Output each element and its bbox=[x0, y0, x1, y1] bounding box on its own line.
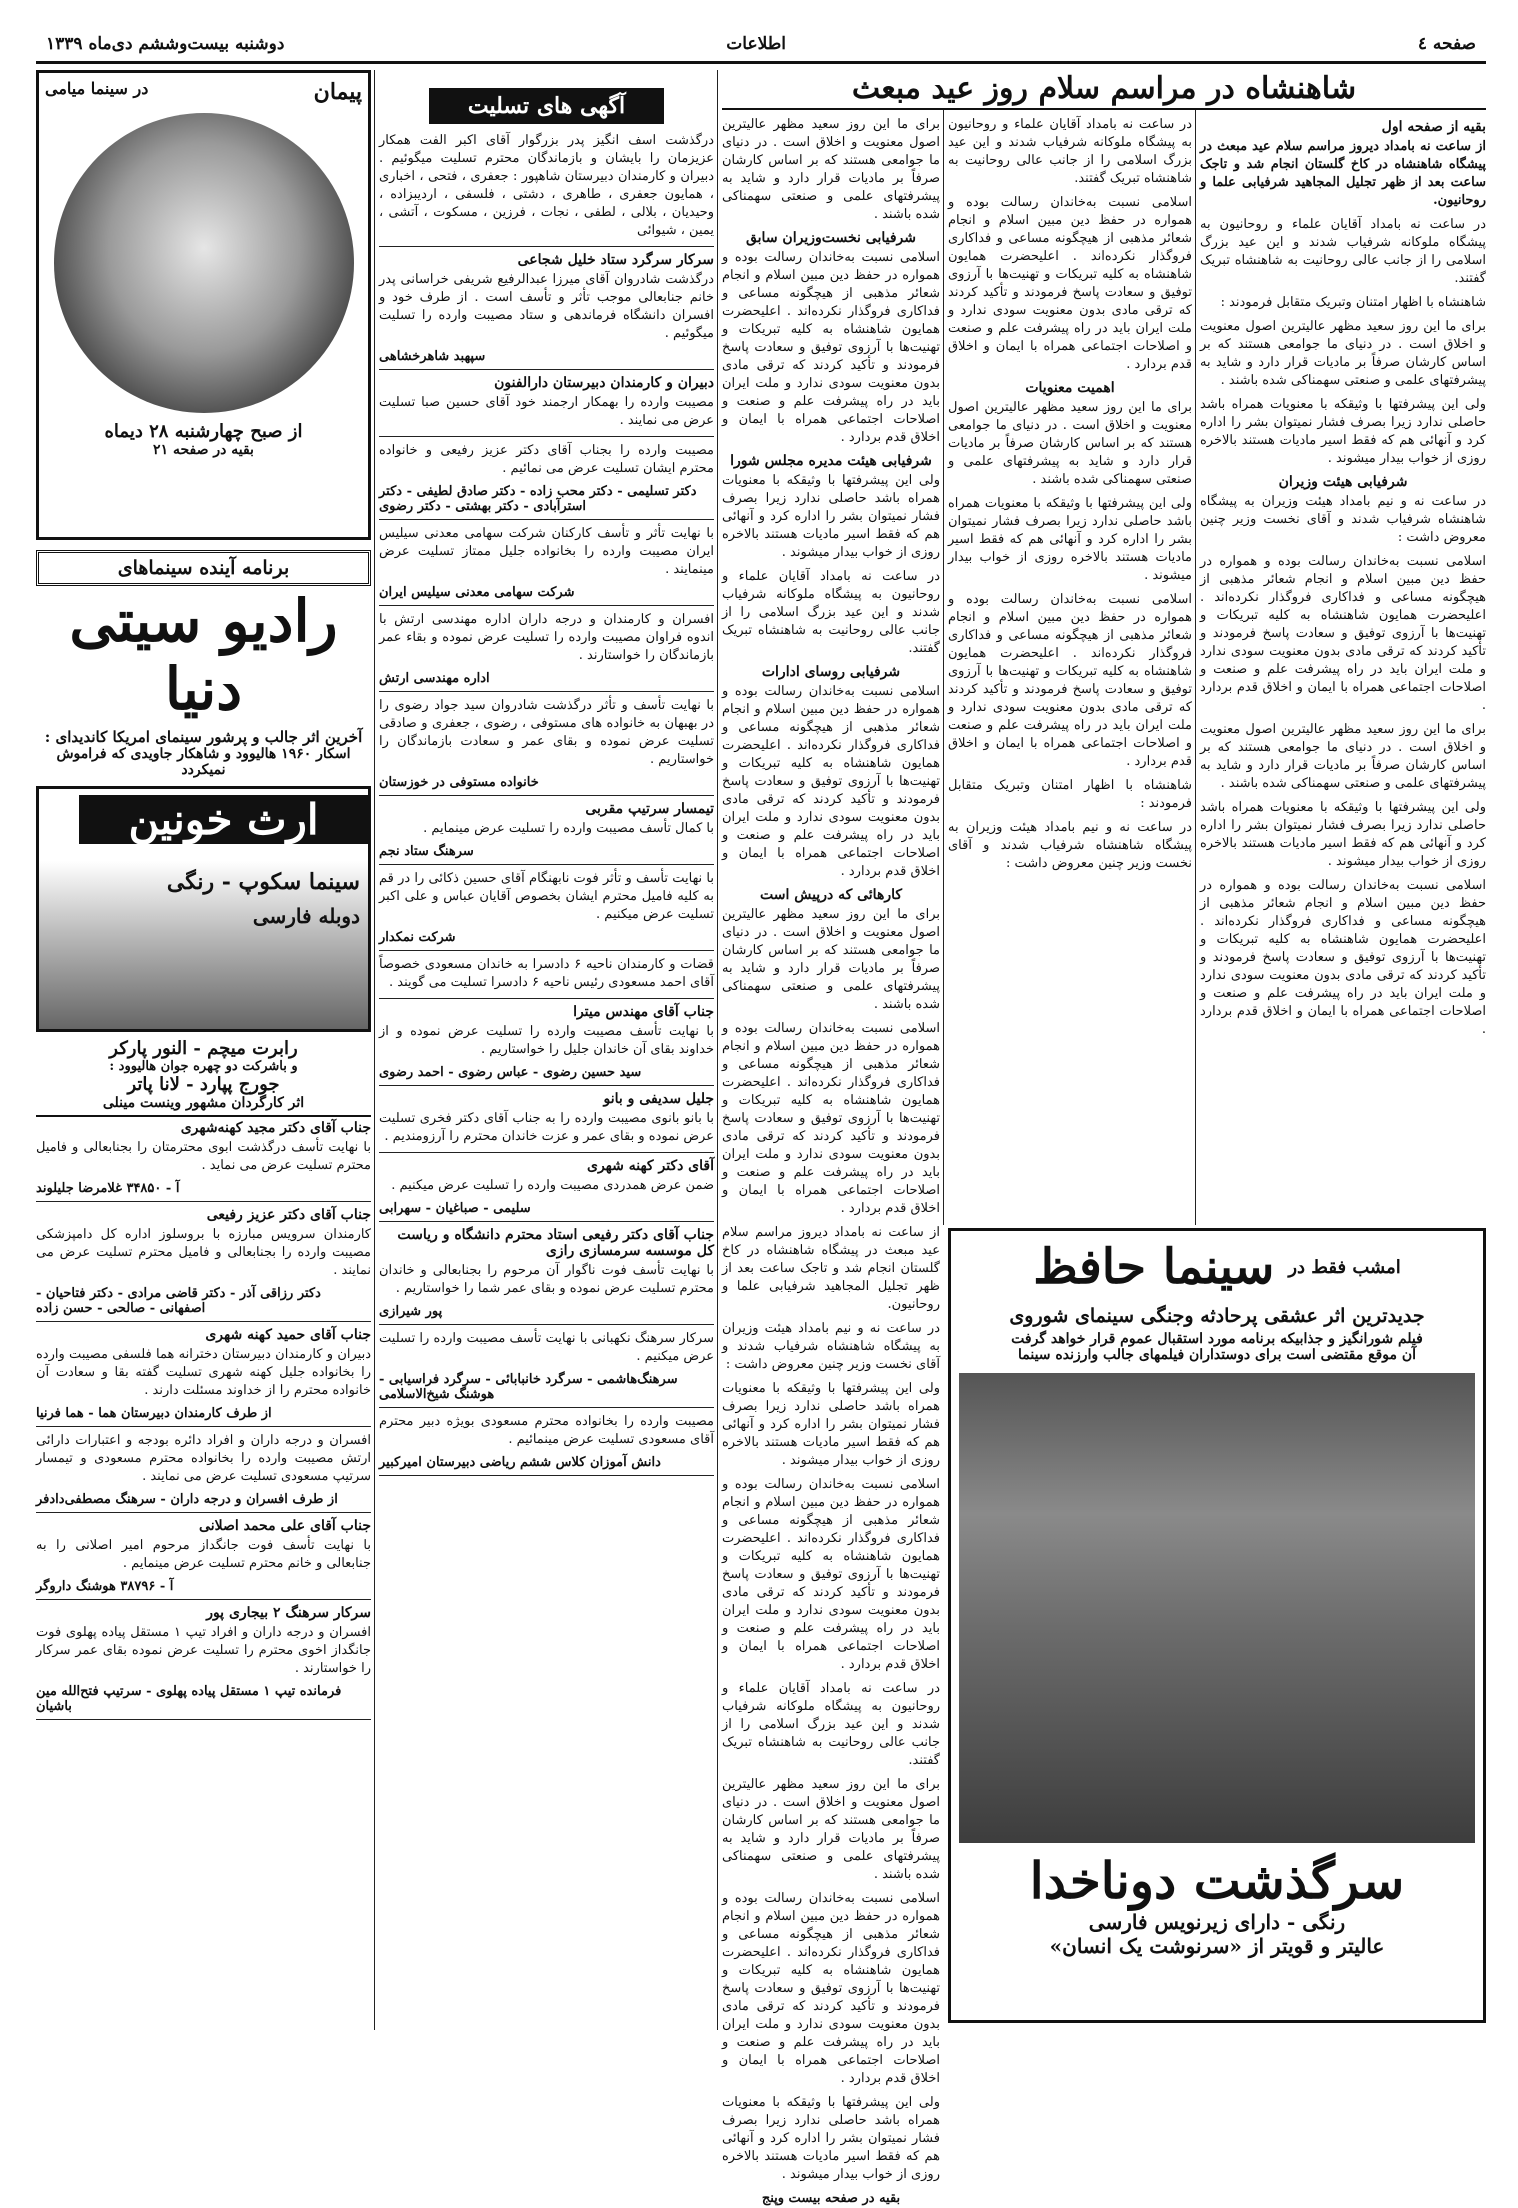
column-divider bbox=[717, 70, 718, 2030]
notice-list bbox=[36, 1120, 371, 1720]
article-paragraph: در ساعت نه بامداد آقایان علماء و روحانیون به پیشگاه ملوکانه شرفیاب شدند و این عید بزرگ اسلامی را از جانب عالی روحانیت به شاهنشاه تبریک گفتند. bbox=[1200, 217, 1486, 286]
newspaper-name: اطلاعات bbox=[726, 34, 786, 54]
notice-signature: آ - ۳۸۷۹۶ هوشنگ داروگر bbox=[36, 1579, 174, 1594]
ad-line: آن موقع مقتضی است برای دوستداران فیلمهای جالب وارزنده سینما bbox=[1017, 1347, 1417, 1363]
notice-title: جناب آقای دکتر مجید کهنه‌شهری bbox=[180, 1120, 371, 1136]
article-paragraph: اسلامی نسبت به‌خاندان رسالت بوده و همواره در حفظ دین مبین اسلام و انجام شعائر مذهبی از هیچگونه مساعی و فداکاری فروگذار نکرده‌اند . اعلیحضرت همایون شاهنشاه به کلیه تبریکات و تهنیت‌ها با آرزوی توفیق و سعادت پاسخ فرمودند و تأکید کردند که ترقی مادی بدون معنویت سودی ندارد و ملت ایران باید در راه پیشرفت علم و صنعت و اصلاحات اجتماعی همراه با ایمان و اخلاق قدم بردارد . bbox=[948, 195, 1192, 372]
notice-text: با کمال تأسف مصیبت وارده را تسلیت عرض مینمایم . bbox=[423, 821, 714, 836]
ad-line: جدیدترین اثر عشقی پرحادثه وجنگی سینمای شوروی bbox=[1009, 1305, 1425, 1327]
article-paragraph: برای ما این روز سعید مظهر عالیترین اصول معنویت و اخلاق است . در دنیای ما جوامعی هستند که بر اساس کارشان صرفاً بر مادیات قرار دارد و شاید به پیشرفتهای علمی و صنعتی سهمناکی شده باشند . bbox=[722, 117, 940, 222]
cinema-name: سینما حافظ bbox=[1033, 1239, 1275, 1295]
notice-signature: سرهنگ‌هاشمی - سرگرد خانبابائی - سرگرد فراسیابی - هوشنگ شیخ‌الاسلامی bbox=[379, 1372, 678, 1402]
article-paragraph: ولی این پیشرفتها با وثیقکه با معنویات همراه باشد حاصلی ندارد زیرا بصرف فشار نمیتوان بشر را اداره کرد و آنهائی هم که فقط اسیر مادیات هستند بالاخره روزی از خواب بیدار میشوند . bbox=[722, 473, 940, 560]
subheading: اهمیت معنویات bbox=[1025, 380, 1115, 396]
notice-signature: دکتر رزاقی آذر - دکتر قاضی مرادی - دکتر فتاحیان - اصفهانی - صالحی - حسن زاده bbox=[36, 1286, 321, 1316]
notice-text: افسران و درجه داران و افراد دائره بودجه و اعتبارات دارائی ارتش مصیبت وارده را بخانواده محترم مسعودی و تیمسار سرتیپ مسعودی تسلیت عرض می نمایند . bbox=[36, 1433, 371, 1484]
article-paragraph: اسلامی نسبت به‌خاندان رسالت بوده و همواره در حفظ دین مبین اسلام و انجام شعائر مذهبی از هیچگونه مساعی و فداکاری فروگذار نکرده‌اند . اعلیحضرت همایون شاهنشاه به کلیه تبریکات و تهنیت‌ها با آرزوی توفیق و سعادت پاسخ فرمودند و تأکید کردند که ترقی مادی بدون معنویت سودی ندارد و ملت ایران باید در راه پیشرفت علم و صنعت و اصلاحات اجتماعی همراه با ایمان و اخلاق قدم بردارد . bbox=[722, 250, 940, 445]
article-paragraph: ولی این پیشرفتها با وثیقکه با معنویات همراه باشد حاصلی ندارد زیرا بصرف فشار نمیتوان بشر را اداره کرد و آنهائی هم که فقط اسیر مادیات هستند بالاخره روزی از خواب بیدار میشوند . bbox=[722, 1381, 940, 1468]
film-credits: عالیتر و قویتر از «سرنوشت یک انسان» bbox=[1049, 1934, 1385, 1958]
article-column-1 bbox=[1200, 116, 1486, 1221]
ad-date: از صبح چهارشنبه ۲۸ دیماه bbox=[104, 421, 303, 442]
film-title: ارث خونین bbox=[79, 795, 368, 844]
article-paragraph: از ساعت نه بامداد دیروز مراسم سلام عید مبعث در پیشگاه شاهنشاه در کاخ گلستان انجام شد و تاجک ساعت بعد از ظهر تجلیل المجاهید شرفیابی علما و روحانیون. bbox=[722, 1225, 940, 1312]
article-paragraph: در ساعت نه و نیم بامداد هیئت وزیران به پیشگاه شاهنشاه شرفیاب شدند و آقای نخست وزیر چنین معروض داشت : bbox=[1200, 494, 1486, 545]
notice-title: آقای دکتر کهنه شهری bbox=[587, 1158, 714, 1174]
divider bbox=[36, 1426, 371, 1427]
notice-title: جناب آقای مهندس میترا bbox=[573, 1004, 714, 1020]
divider bbox=[379, 369, 714, 370]
subheading: شرفیابی روسای ادارات bbox=[761, 664, 901, 680]
article-paragraph: در ساعت نه و نیم بامداد هیئت وزیران به پیشگاه شاهنشاه شرفیاب شدند و آقای نخست وزیر چنین معروض داشت : bbox=[948, 820, 1192, 871]
film-still-photo bbox=[959, 1373, 1475, 1843]
issue-date: دوشنبه بیست‌وششم دی‌ماه ۱۳۳۹ bbox=[46, 34, 285, 54]
left-column bbox=[36, 70, 371, 2030]
divider bbox=[379, 519, 714, 520]
divider bbox=[379, 998, 714, 999]
subheading: شرفیابی هیئت مدیره مجلس شورا bbox=[730, 453, 932, 469]
film-cast: و باشرکت دو چهره جوان هالیوود : bbox=[109, 1059, 298, 1074]
notice-signature: سلیمی - صباغیان - سهرابی bbox=[379, 1201, 531, 1216]
divider bbox=[36, 1201, 371, 1202]
film-cast: جورج پپارد - لانا پاتر bbox=[127, 1074, 280, 1095]
notice-title: جناب آقای دکتر رفیعی استاد محترم دانشگاه و ریاست کل موسسه سرمسازی رازی bbox=[397, 1227, 714, 1259]
article-paragraph: اسلامی نسبت به‌خاندان رسالت بوده و همواره در حفظ دین مبین اسلام و انجام شعائر مذهبی از هیچگونه مساعی و فداکاری فروگذار نکرده‌اند . اعلیحضرت همایون شاهنشاه به کلیه تبریکات و تهنیت‌ها با آرزوی توفیق و سعادت پاسخ فرمودند و تأکید کردند که ترقی مادی بدون معنویت سودی ندارد و ملت ایران باید در راه پیشرفت علم و صنعت و اصلاحات اجتماعی همراه با ایمان و اخلاق قدم بردارد . bbox=[722, 1891, 940, 2086]
notice-title: تیمسار سرتیپ مقربی bbox=[585, 801, 714, 817]
cinema-radio-city: رادیو سیتی bbox=[69, 587, 338, 655]
article-paragraph: ولی این پیشرفتها با وثیقکه با معنویات همراه باشد حاصلی ندارد زیرا بصرف فشار نمیتوان بشر را اداره کرد و آنهائی هم که فقط اسیر مادیات هستند بالاخره روزی از خواب بیدار میشوند . bbox=[948, 496, 1192, 583]
article-paragraph: اسلامی نسبت به‌خاندان رسالت بوده و همواره در حفظ دین مبین اسلام و انجام شعائر مذهبی از هیچگونه مساعی و فداکاری فروگذار نکرده‌اند . اعلیحضرت همایون شاهنشاه به کلیه تبریکات و تهنیت‌ها با آرزوی توفیق و سعادت پاسخ فرمودند و تأکید کردند که ترقی مادی بدون معنویت سودی ندارد و ملت ایران باید در راه پیشرفت علم و صنعت و اصلاحات اجتماعی همراه با ایمان و اخلاق قدم بردارد . bbox=[948, 592, 1192, 769]
article-paragraph: ولی این پیشرفتها با وثیقکه با معنویات همراه باشد حاصلی ندارد زیرا بصرف فشار نمیتوان بشر را اداره کرد و آنهائی هم که فقط اسیر مادیات هستند بالاخره روزی از خواب بیدار میشوند . bbox=[722, 2095, 940, 2182]
article-column-2 bbox=[948, 116, 1192, 1221]
notice-signature: سید حسین رضوی - عباس رضوی - احمد رضوی bbox=[379, 1065, 642, 1080]
notice-text: کارمندان سرویس مبارزه با بروسلوز اداره کل دامپزشکی مصیبت وارده را بجنابعالی و فامیل محترم تسلیت عرض می نمایند . bbox=[36, 1227, 371, 1278]
notice-signature: از طرف کارمندان دبیرستان هما - هما فرنیا bbox=[36, 1406, 272, 1421]
ad-tagline: آخرین اثر جالب و پرشور سینمای امریکا کاندیدای : bbox=[44, 728, 363, 746]
article-paragraph: در ساعت نه بامداد آقایان علماء و روحانیون به پیشگاه ملوکانه شرفیاب شدند و این عید بزرگ اسلامی را از جانب عالی روحانیت به شاهنشاه تبریک گفتند. bbox=[722, 569, 940, 656]
article-paragraph: شاهنشاه با اظهار امتنان وتبریک متقابل فرمودند : bbox=[1220, 295, 1486, 310]
notice-signature: اداره مهندسی ارتش bbox=[379, 671, 490, 686]
notice-signature: آ - ۳۴۸۵۰ غلامرضا جلیلوند bbox=[36, 1181, 180, 1196]
article-paragraph: اسلامی نسبت به‌خاندان رسالت بوده و همواره در حفظ دین مبین اسلام و انجام شعائر مذهبی از هیچگونه مساعی و فداکاری فروگذار نکرده‌اند . اعلیحضرت همایون شاهنشاه به کلیه تبریکات و تهنیت‌ها با آرزوی توفیق و سعادت پاسخ فرمودند و تأکید کردند که ترقی مادی بدون معنویت سودی ندارد و ملت ایران باید در راه پیشرفت علم و صنعت و اصلاحات اجتماعی همراه با ایمان و اخلاق قدم بردارد . bbox=[722, 684, 940, 879]
notice-signature: دکتر تسلیمی - دکتر محب زاده - دکتر صادق لطیفی - دکتر استرآبادی - دکتر بهشتی - دکتر رضوی bbox=[379, 484, 697, 514]
divider bbox=[379, 605, 714, 606]
notice-signature: از طرف افسران و درجه داران - سرهنگ مصطفی‌دادفر bbox=[36, 1492, 338, 1507]
notice-text: ضمن عرض همدردی مصیبت وارده را تسلیت عرض میکنیم . bbox=[391, 1178, 714, 1193]
article-paragraph: در ساعت نه بامداد آقایان علماء و روحانیون به پیشگاه ملوکانه شرفیاب شدند و این عید بزرگ اسلامی را از جانب عالی روحانیت به شاهنشاه تبریک گفتند. bbox=[722, 1681, 940, 1768]
page-header bbox=[36, 30, 1486, 64]
column-divider bbox=[374, 70, 375, 2030]
notice-text: با نهایت تأسف مصیبت وارده را تسلیت عرض نموده و از خداوند بقای آن خاندان جلیل را خواستاریم . bbox=[379, 1024, 714, 1057]
divider bbox=[379, 1221, 714, 1222]
article-paragraph: اسلامی نسبت به‌خاندان رسالت بوده و همواره در حفظ دین مبین اسلام و انجام شعائر مذهبی از هیچگونه مساعی و فداکاری فروگذار نکرده‌اند . اعلیحضرت همایون شاهنشاه به کلیه تبریکات و تهنیت‌ها با آرزوی توفیق و سعادت پاسخ فرمودند و تأکید کردند که ترقی مادی بدون معنویت سودی ندارد و ملت ایران باید در راه پیشرفت علم و صنعت و اصلاحات اجتماعی همراه با ایمان و اخلاق قدم بردارد . bbox=[1200, 878, 1486, 1037]
notice-text: با نهایت تأثر و تأسف کارکنان شرکت سهامی معدنی سیلیس ایران مصیبت وارده را بخانواده جلیل ممتاز تسلیت عرض مینمایند . bbox=[379, 526, 714, 577]
article-paragraph: شاهنشاه با اظهار امتنان وتبریک متقابل فرمودند : bbox=[948, 778, 1192, 811]
peyman-ad bbox=[36, 70, 371, 540]
ad-more: بقیه در صفحه ۲۱ bbox=[153, 442, 254, 458]
notice-title: جلیل سدیفی و بانو bbox=[603, 1091, 714, 1107]
article-paragraph: برای ما این روز سعید مظهر عالیترین اصول معنویت و اخلاق است . در دنیای ما جوامعی هستند که بر اساس کارشان صرفاً بر مادیات قرار دارد و شاید به پیشرفتهای علمی و صنعتی سهمناکی شده باشند . bbox=[1200, 319, 1486, 388]
notice-signature: فرمانده تیپ ۱ مستقل پیاده پهلوی - سرتیپ فتح‌الله مین باشیان bbox=[36, 1684, 342, 1714]
ad-film-title: پیمان bbox=[313, 79, 362, 105]
film-title: سرگذشت دوناخدا bbox=[1029, 1851, 1405, 1910]
ad-tagline: اسکار ۱۹۶۰ هالیوود و شاهکار جاویدی که فراموش نمیکردد bbox=[56, 746, 351, 778]
notice-title: سرکار سرگرد ستاد خلیل شجاعی bbox=[517, 252, 714, 268]
continued-label: بقیه از صفحه اول bbox=[1381, 119, 1486, 135]
film-director: اثر کارگردان مشهور وینست مینلی bbox=[36, 1095, 371, 1117]
notice-text: با نهایت تأسف فوت جانگداز مرحوم امیر اصلانی را به جنابعالی و خانم محترم تسلیت عرض مینمایم . bbox=[36, 1538, 371, 1571]
notice-title: جناب آقای دکتر عزیز رفیعی bbox=[206, 1207, 371, 1223]
divider bbox=[379, 864, 714, 865]
notice-text: با نهایت تأسف و تأثر فوت نابهنگام آقای حسین ذکائی را در قم به کلیه فامیل محترم ایشان بخصوص آقایان عباس و علی اکبر تسلیت عرض میکنیم . bbox=[379, 871, 714, 922]
divider bbox=[36, 1599, 371, 1600]
notice-text: قضات و کارمندان ناحیه ۶ دادسرا به خاندان مسعودی خصوصاً آقای احمد مسعودی رئیس ناحیه ۶ دادسرا تسلیت می گویند . bbox=[379, 957, 714, 990]
actor-portrait bbox=[54, 113, 354, 413]
article-paragraph: ولی این پیشرفتها با وثیقکه با معنویات همراه باشد حاصلی ندارد زیرا بصرف فشار نمیتوان بشر را اداره کرد و آنهائی هم که فقط اسیر مادیات هستند بالاخره روزی از خواب بیدار میشوند . bbox=[1200, 800, 1486, 869]
notice-text: افسران و درجه داران و افراد تیپ ۱ مستقل پیاده پهلوی فوت جانگداز اخوی محترم را تسلیت عرض نموده بقای عمر سرکار را خواستارند . bbox=[36, 1625, 372, 1676]
notice-text: دبیران و کارمندان دبیرستان دخترانه هما فلسفی مصیبت وارده را بخانواده جلیل کهنه شهری تسلیت گفته بقا و سعادت آن خانواده محترم را از خداوند مسئلت دارند . bbox=[36, 1347, 371, 1398]
article-paragraph: در ساعت نه و نیم بامداد هیئت وزیران به پیشگاه شاهنشاه شرفیاب شدند و آقای نخست وزیر چنین معروض داشت : bbox=[722, 1321, 940, 1372]
notice-text: مصیبت وارده را بجناب آقای دکتر عزیز رفیعی و خانواده محترم ایشان تسلیت عرض می نمائیم . bbox=[379, 443, 714, 476]
notice-title: دبیران و کارمندان دبیرستان دارالفنون bbox=[494, 375, 714, 391]
film-dub: دوبله فارسی bbox=[252, 904, 360, 928]
divider bbox=[379, 246, 714, 247]
divider bbox=[379, 1407, 714, 1408]
hafez-cinema-ad bbox=[948, 1228, 1486, 2023]
article-paragraph: برای ما این روز سعید مظهر عالیترین اصول معنویت و اخلاق است . در دنیای ما جوامعی هستند که بر اساس کارشان صرفاً بر مادیات قرار دارد و شاید به پیشرفتهای علمی و صنعتی سهمناکی شده باشند . bbox=[722, 1777, 940, 1882]
article-paragraph: برای ما این روز سعید مظهر عالیترین اصول معنویت و اخلاق است . در دنیای ما جوامعی هستند که بر اساس کارشان صرفاً بر مادیات قرار دارد و شاید به پیشرفتهای علمی و صنعتی سهمناکی شده باشند . bbox=[722, 907, 940, 1012]
notice-text: با نهایت تأسف درگذشت ابوی محترمتان را بجنابعالی و فامیل محترم تسلیت عرض می نماید . bbox=[36, 1140, 371, 1173]
ad-pretext: امشب فقط در bbox=[1288, 1256, 1401, 1278]
film-format: سینما سکوپ - رنگی bbox=[166, 869, 360, 895]
divider bbox=[379, 795, 714, 796]
notice-signature: شرکت سهامی معدنی سیلیس ایران bbox=[379, 585, 575, 600]
divider bbox=[36, 1719, 371, 1720]
divider bbox=[379, 950, 714, 951]
article-paragraph: برای ما این روز سعید مظهر عالیترین اصول معنویت و اخلاق است . در دنیای ما جوامعی هستند که بر اساس کارشان صرفاً بر مادیات قرار دارد و شاید به پیشرفتهای علمی و صنعتی سهمناکی شده باشند . bbox=[948, 400, 1192, 487]
notice-signature: شرکت نمکدار bbox=[379, 930, 456, 945]
article-paragraph: ولی این پیشرفتها با وثیقکه با معنویات همراه باشد حاصلی ندارد زیرا بصرف فشار نمیتوان بشر را اداره کرد و آنهائی هم که فقط اسیر مادیات هستند بالاخره روزی از خواب بیدار میشوند . bbox=[1200, 397, 1486, 466]
main-headline: شاهنشاه در مراسم سلام روز عید مبعث bbox=[851, 71, 1357, 106]
article-paragraph: اسلامی نسبت به‌خاندان رسالت بوده و همواره در حفظ دین مبین اسلام و انجام شعائر مذهبی از هیچگونه مساعی و فداکاری فروگذار نکرده‌اند . اعلیحضرت همایون شاهنشاه به کلیه تبریکات و تهنیت‌ها با آرزوی توفیق و سعادت پاسخ فرمودند و تأکید کردند که ترقی مادی بدون معنویت سودی ندارد و ملت ایران باید در راه پیشرفت علم و صنعت و اصلاحات اجتماعی همراه با ایمان و اخلاق قدم بردارد . bbox=[722, 1477, 940, 1672]
article-column-3 bbox=[722, 116, 940, 2206]
article-paragraph: اسلامی نسبت به‌خاندان رسالت بوده و همواره در حفظ دین مبین اسلام و انجام شعائر مذهبی از هیچگونه مساعی و فداکاری فروگذار نکرده‌اند . اعلیحضرت همایون شاهنشاه به کلیه تبریکات و تهنیت‌ها با آرزوی توفیق و سعادت پاسخ فرمودند و تأکید کردند که ترقی مادی بدون معنویت سودی ندارد و ملت ایران باید در راه پیشرفت علم و صنعت و اصلاحات اجتماعی همراه با ایمان و اخلاق قدم بردارد . bbox=[1200, 554, 1486, 713]
divider bbox=[36, 1321, 371, 1322]
main-headline-box bbox=[722, 70, 1486, 110]
notice-text: سرکار سرهنگ نکهبانی با نهایت تأسف مصیبت وارده را تسلیت عرض میکنیم . bbox=[379, 1331, 714, 1364]
notice-signature: دانش آموزان کلاس ششم ریاضی دبیرستان امیرکبیر bbox=[379, 1455, 661, 1470]
column-divider bbox=[943, 110, 944, 1225]
notice-text: افسران و کارمندان و درجه داران اداره مهندسی ارتش با اندوه فراوان مصیبت وارده را تسلیت عرض نموده و بقاء عمر بازماندگان را خواستارند . bbox=[379, 612, 714, 663]
ad-venue: در سینما میامی bbox=[45, 79, 149, 98]
article-paragraph: اسلامی نسبت به‌خاندان رسالت بوده و همواره در حفظ دین مبین اسلام و انجام شعائر مذهبی از هیچگونه مساعی و فداکاری فروگذار نکرده‌اند . اعلیحضرت همایون شاهنشاه به کلیه تبریکات و تهنیت‌ها با آرزوی توفیق و سعادت پاسخ فرمودند و تأکید کردند که ترقی مادی بدون معنویت سودی ندارد و ملت ایران باید در راه پیشرفت علم و صنعت و اصلاحات اجتماعی همراه با ایمان و اخلاق قدم بردارد . bbox=[722, 1021, 940, 1216]
notice-text: درگذشت شادروان آقای میرزا عبدالرفیع شریفی خراسانی پدر خانم جنابعالی موجب تأثر و تأسف است . از طرف خود و افسران دانشگاه فرماندهی و ستاد مصیبت وارده را تسلیت میگوئیم . bbox=[379, 272, 714, 341]
subheading: کارهائی که درپیش است bbox=[759, 887, 903, 903]
subheading: شرفیابی هیئت وزیران bbox=[1278, 474, 1408, 490]
notice-text: با نهایت تأسف و تأثر درگذشت شادروان سید جواد رضوی را در بهبهان به خانواده های مستوفی ، رضوی ، جعفری و صادقی تسلیت عرض نموده و بقای عمر و سعادت بازماندگان را خواستاریم . bbox=[379, 698, 714, 767]
divider bbox=[379, 436, 714, 437]
condolence-list bbox=[379, 132, 714, 1476]
notice-signature: خانواده مستوفی در خوزستان bbox=[379, 775, 539, 790]
notice-text: مصیبت وارده را بهمکار ارجمند خود آقای حسین صبا تسلیت عرض می نمایند . bbox=[379, 395, 714, 428]
program-banner: برنامه آینده سینماهای bbox=[36, 550, 371, 586]
notice-title: سرکار سرهنگ ۲ بیجاری پور bbox=[206, 1605, 371, 1621]
continued-on: بقیه در صفحه بیست وپنج bbox=[761, 2191, 901, 2206]
notice-title: جناب آقای علی محمد اصلانی bbox=[199, 1518, 371, 1534]
divider bbox=[379, 691, 714, 692]
column-divider bbox=[1195, 110, 1196, 1225]
divider bbox=[379, 1085, 714, 1086]
notice-title: جناب آقای حمید کهنه شهری bbox=[205, 1327, 371, 1343]
page-number: صفحه ٤ bbox=[1417, 34, 1476, 54]
notice-text: درگذشت اسف انگیز پدر بزرگوار آقای اکبر الفت همکار عزیزمان را بایشان و بازماندگان محترم تسلیت میگوئیم . دبیران و کارمندان دبیرستان شاهپور : جعفری ، فتحی ، اخباری ، همایون جعفری ، طاهری ، دشتی ، فلسفی ، اردیبزاده ، وحیدیان ، بلالی ، لطفی ، نجات ، فرزین ، مسکوت ، آتشی ، یمین ، شیوائی bbox=[379, 133, 714, 238]
film-cast: رابرت میچم - النور پارکر bbox=[109, 1038, 298, 1059]
notice-signature: سپهبد شاهرخشاهی bbox=[379, 349, 486, 364]
ad-line: فیلم شورانگیز و جذابیکه برنامه مورد استقبال عموم قرار خواهد گرفت bbox=[1011, 1331, 1423, 1347]
condolence-column bbox=[379, 70, 714, 2030]
notice-text: با بانو بانوی مصیبت وارده را به جناب آقای دکتر فخری تسلیت عرض نموده و بقای عمر و عزت خاندان محترم را آرزومندیم . bbox=[379, 1111, 715, 1144]
divider bbox=[379, 1475, 714, 1476]
notice-text: مصیبت وارده را بخانواده محترم مسعودی بویژه دبیر محترم آقای مسعودی تسلیت عرض مینمائیم . bbox=[379, 1414, 714, 1447]
notice-signature: پور شیرازی bbox=[379, 1304, 443, 1319]
subheading: شرفیابی نخست‌وزیران سابق bbox=[745, 230, 916, 246]
article-paragraph: برای ما این روز سعید مظهر عالیترین اصول معنویت و اخلاق است . در دنیای ما جوامعی هستند که بر اساس کارشان صرفاً بر مادیات قرار دارد و شاید به پیشرفتهای علمی و صنعتی سهمناکی شده باشند . bbox=[1200, 722, 1486, 791]
condolence-banner: آگهی های تسلیت bbox=[429, 88, 664, 124]
divider bbox=[379, 1152, 714, 1153]
article-paragraph: در ساعت نه بامداد آقایان علماء و روحانیون به پیشگاه ملوکانه شرفیاب شدند و این عید بزرگ اسلامی را از جانب عالی روحانیت به شاهنشاه تبریک گفتند. bbox=[948, 117, 1192, 186]
notice-signature: سرهنگ ستاد نجم bbox=[379, 844, 474, 859]
film-subtitle-info: رنگی - دارای زیرنویس فارسی bbox=[1088, 1910, 1346, 1934]
divider bbox=[379, 1324, 714, 1325]
cinema-donya: دنیا bbox=[164, 655, 243, 723]
article-paragraph: از ساعت نه بامداد دیروز مراسم سلام عید مبعث در پیشگاه شاهنشاه در کاخ گلستان انجام شد و تاجک ساعت بعد از ظهر تجلیل المجاهید شرفیابی علما و روحانیون. bbox=[1200, 139, 1486, 208]
notice-text: با نهایت تأسف فوت ناگوار آن مرحوم را بجنابعالی و خاندان محترم تسلیت عرض نموده و بقای عمر شما را خواستاریم . bbox=[379, 1263, 714, 1296]
divider bbox=[36, 1512, 371, 1513]
film-poster bbox=[36, 786, 371, 1032]
